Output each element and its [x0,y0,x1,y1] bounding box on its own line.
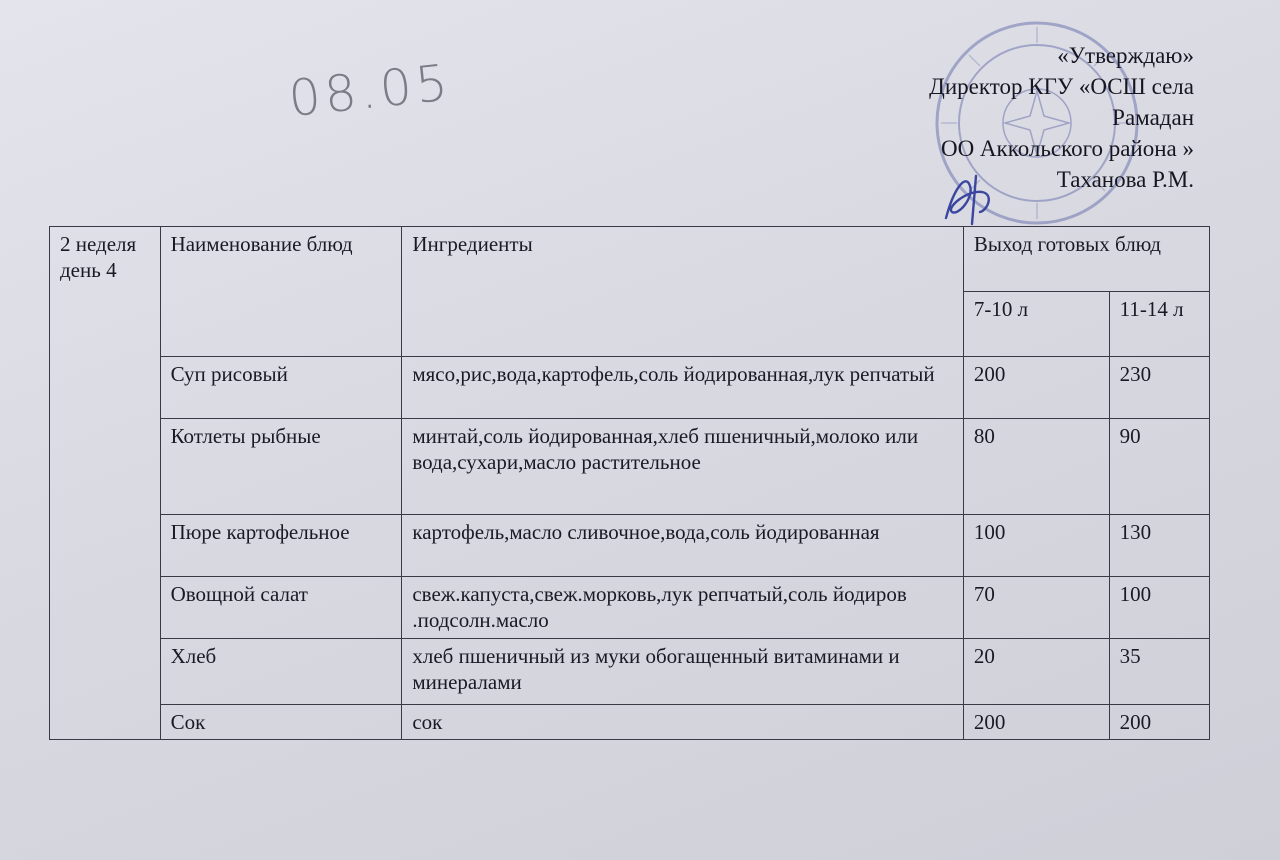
portion-7-10: 200 [963,705,1109,740]
table-row [50,705,1210,740]
portion-7-10: 70 [963,577,1109,639]
dish-name: Хлеб [160,639,402,705]
portion-11-14: 200 [1109,705,1209,740]
portion-11-14: 100 [1109,577,1209,639]
header-age-11-14: 11-14 л [1109,292,1209,357]
table-row [50,577,1210,639]
approval-line: Таханова Р.М. [1056,167,1194,192]
table-row [50,357,1210,419]
table-header-row [50,227,1210,292]
signature-mark [936,168,1016,228]
dish-name: Котлеты рыбные [160,419,402,515]
portion-11-14: 130 [1109,515,1209,577]
header-output: Выход готовых блюд [963,227,1209,292]
header-dish-name: Наименование блюд [160,227,402,357]
portion-11-14: 230 [1109,357,1209,419]
handwritten-date: 08.05 [285,53,455,128]
day-label: 2 неделя день 4 [50,227,161,740]
dish-ingredients: картофель,масло сливочное,вода,соль йодированная [402,515,964,577]
portion-7-10: 20 [963,639,1109,705]
dish-name: Суп рисовый [160,357,402,419]
dish-ingredients: минтай,соль йодированная,хлеб пшеничный,молоко или вода,сухари,масло растительное [402,419,964,515]
dish-ingredients: мясо,рис,вода,картофель,соль йодированная,лук репчатый [402,357,964,419]
dish-name: Овощной салат [160,577,402,639]
approval-line: Рамадан [1112,105,1194,130]
portion-7-10: 80 [963,419,1109,515]
menu-table [49,226,1210,740]
dish-name: Сок [160,705,402,740]
table-row [50,639,1210,705]
dish-name: Пюре картофельное [160,515,402,577]
table-row [50,419,1210,515]
table-row [50,515,1210,577]
portion-11-14: 35 [1109,639,1209,705]
portion-11-14: 90 [1109,419,1209,515]
approval-line: «Утверждаю» [1057,43,1194,68]
header-age-7-10: 7-10 л [963,292,1109,357]
portion-7-10: 100 [963,515,1109,577]
portion-7-10: 200 [963,357,1109,419]
dish-ingredients: свеж.капуста,свеж.морковь,лук репчатый,соль йодиров .подсолн.масло [402,577,964,639]
dish-ingredients: сок [402,705,964,740]
dish-ingredients: хлеб пшеничный из муки обогащенный витаминами и минералами [402,639,964,705]
approval-line: ОО Аккольского района » [940,136,1194,161]
header-ingredients: Ингредиенты [402,227,964,357]
approval-line: Директор КГУ «ОСШ села [929,74,1194,99]
